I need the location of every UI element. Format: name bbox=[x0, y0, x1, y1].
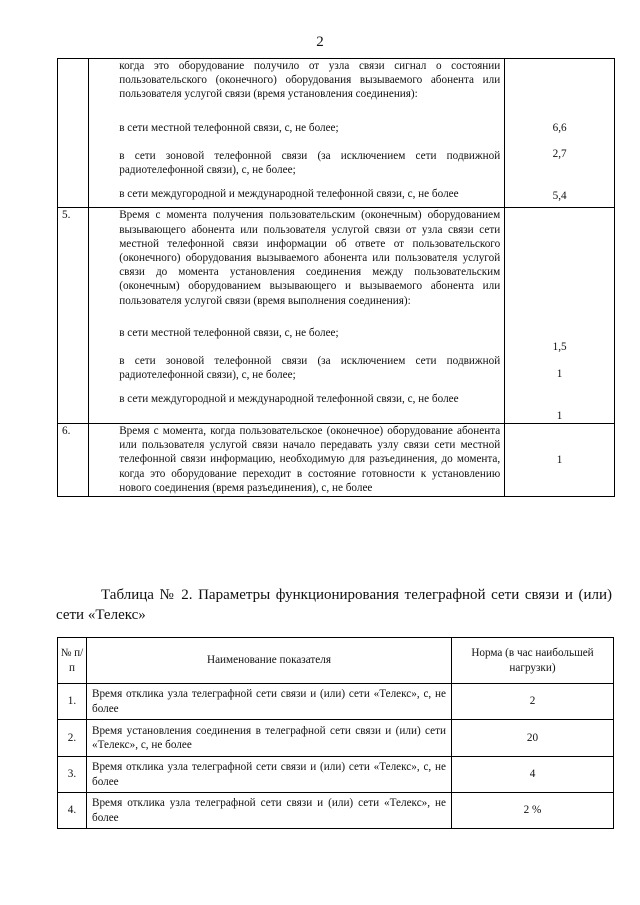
page-number: 2 bbox=[316, 34, 324, 50]
row-intro-text: Время с момента получения пользовательским (оконечным) оборудованием вызывающего абонента или пользователя услугой связи от узла связи сети местной телефонной связи информации об ответе от пользовательского (оконечного) оборудования вызываемого абонента или пользователя услугой связи до момента установления соединения между пользовательским (оконечным) оборудованием вызывающего и вызываемого абонента или пользователя услугой связи (время выполнения соединения): bbox=[119, 209, 501, 307]
value-cell bbox=[505, 424, 615, 497]
item-value: 6,6 bbox=[552, 122, 567, 134]
row-text: Время с момента, когда пользовательское (оконечное) оборудование абонента или пользователя услугой связи начало передавать узлу связи сети местной телефонной связи информацию, необходимую для разъединения, до момента, когда это оборудование переходит в состояние готовности к установлению нового соединения (время разъединения), с, не более bbox=[119, 425, 501, 494]
table-row bbox=[58, 424, 615, 497]
item-text: в сети междугородной и международной телефонной связи, с, не более bbox=[119, 188, 459, 201]
table-row bbox=[58, 793, 614, 829]
row-name: Время отклика узла телеграфной сети связи и (или) сети «Телекс», не более bbox=[87, 793, 452, 829]
item-text: в сети местной телефонной связи, с, не более; bbox=[119, 326, 339, 339]
row-number: 4. bbox=[58, 793, 87, 829]
header-num: № п/п bbox=[58, 638, 87, 684]
item-value: 5,4 bbox=[552, 190, 567, 203]
row-number: 3. bbox=[58, 757, 87, 793]
row-number: 1. bbox=[58, 684, 87, 720]
item-text: в сети междугородной и международной телефонной связи, с, не более bbox=[119, 393, 459, 406]
table-row bbox=[58, 757, 614, 793]
table-row bbox=[58, 59, 615, 208]
row-number-cell bbox=[58, 59, 89, 208]
table-row bbox=[58, 720, 614, 757]
header-name: Наименование показателя bbox=[87, 638, 452, 684]
item-value: 1 bbox=[556, 367, 563, 380]
description-cell bbox=[89, 59, 505, 208]
row-name: Время отклика узла телеграфной сети связи и (или) сети «Телекс», с, не более bbox=[87, 684, 452, 720]
row-name: Время установления соединения в телеграфной сети связи и (или) сети «Телекс», с, не более bbox=[87, 720, 452, 757]
item-value: 1,5 bbox=[552, 341, 567, 354]
row-number-cell: 5. bbox=[58, 208, 89, 424]
table-row bbox=[58, 208, 615, 424]
value-cell bbox=[505, 59, 615, 208]
row-name: Время отклика узла телеграфной сети связи и (или) сети «Телекс», с, не более bbox=[87, 757, 452, 793]
item-text: в сети местной телефонной связи, с, не более; bbox=[119, 121, 339, 134]
row-norm: 20 bbox=[452, 720, 614, 757]
item-value: 1 bbox=[556, 409, 563, 422]
parameters-table-2 bbox=[57, 637, 614, 829]
row-norm: 4 bbox=[452, 757, 614, 793]
row-number: 2. bbox=[58, 720, 87, 757]
row-norm: 2 bbox=[452, 684, 614, 720]
item-value: 2,7 bbox=[552, 148, 567, 161]
parameters-table-1 bbox=[57, 58, 615, 497]
value-cell bbox=[505, 208, 615, 424]
header-norm: Норма (в час наибольшей нагрузки) bbox=[452, 638, 614, 684]
row-value: 1 bbox=[556, 453, 563, 466]
description-cell bbox=[89, 424, 505, 497]
row-intro-text: когда это оборудование получило от узла связи сигнал о состоянии пользовательского (оконечного) оборудования вызываемого абонента или пользователя услугой связи (время установления соединения): bbox=[119, 60, 501, 101]
table-row bbox=[58, 684, 614, 720]
table-2-caption: Таблица № 2. Параметры функционирования телеграфной сети связи и (или) сети «Телекс» bbox=[56, 587, 612, 623]
row-number-cell: 6. bbox=[58, 424, 89, 497]
row-norm: 2 % bbox=[452, 793, 614, 829]
item-text: в сети зоновой телефонной связи (за исключением сети подвижной радиотелефонной связи), с, не более; bbox=[119, 149, 501, 177]
item-text: в сети зоновой телефонной связи (за исключением сети подвижной радиотелефонной связи), с, не более; bbox=[119, 355, 501, 382]
table-header-row bbox=[58, 638, 614, 684]
description-cell bbox=[89, 208, 505, 424]
